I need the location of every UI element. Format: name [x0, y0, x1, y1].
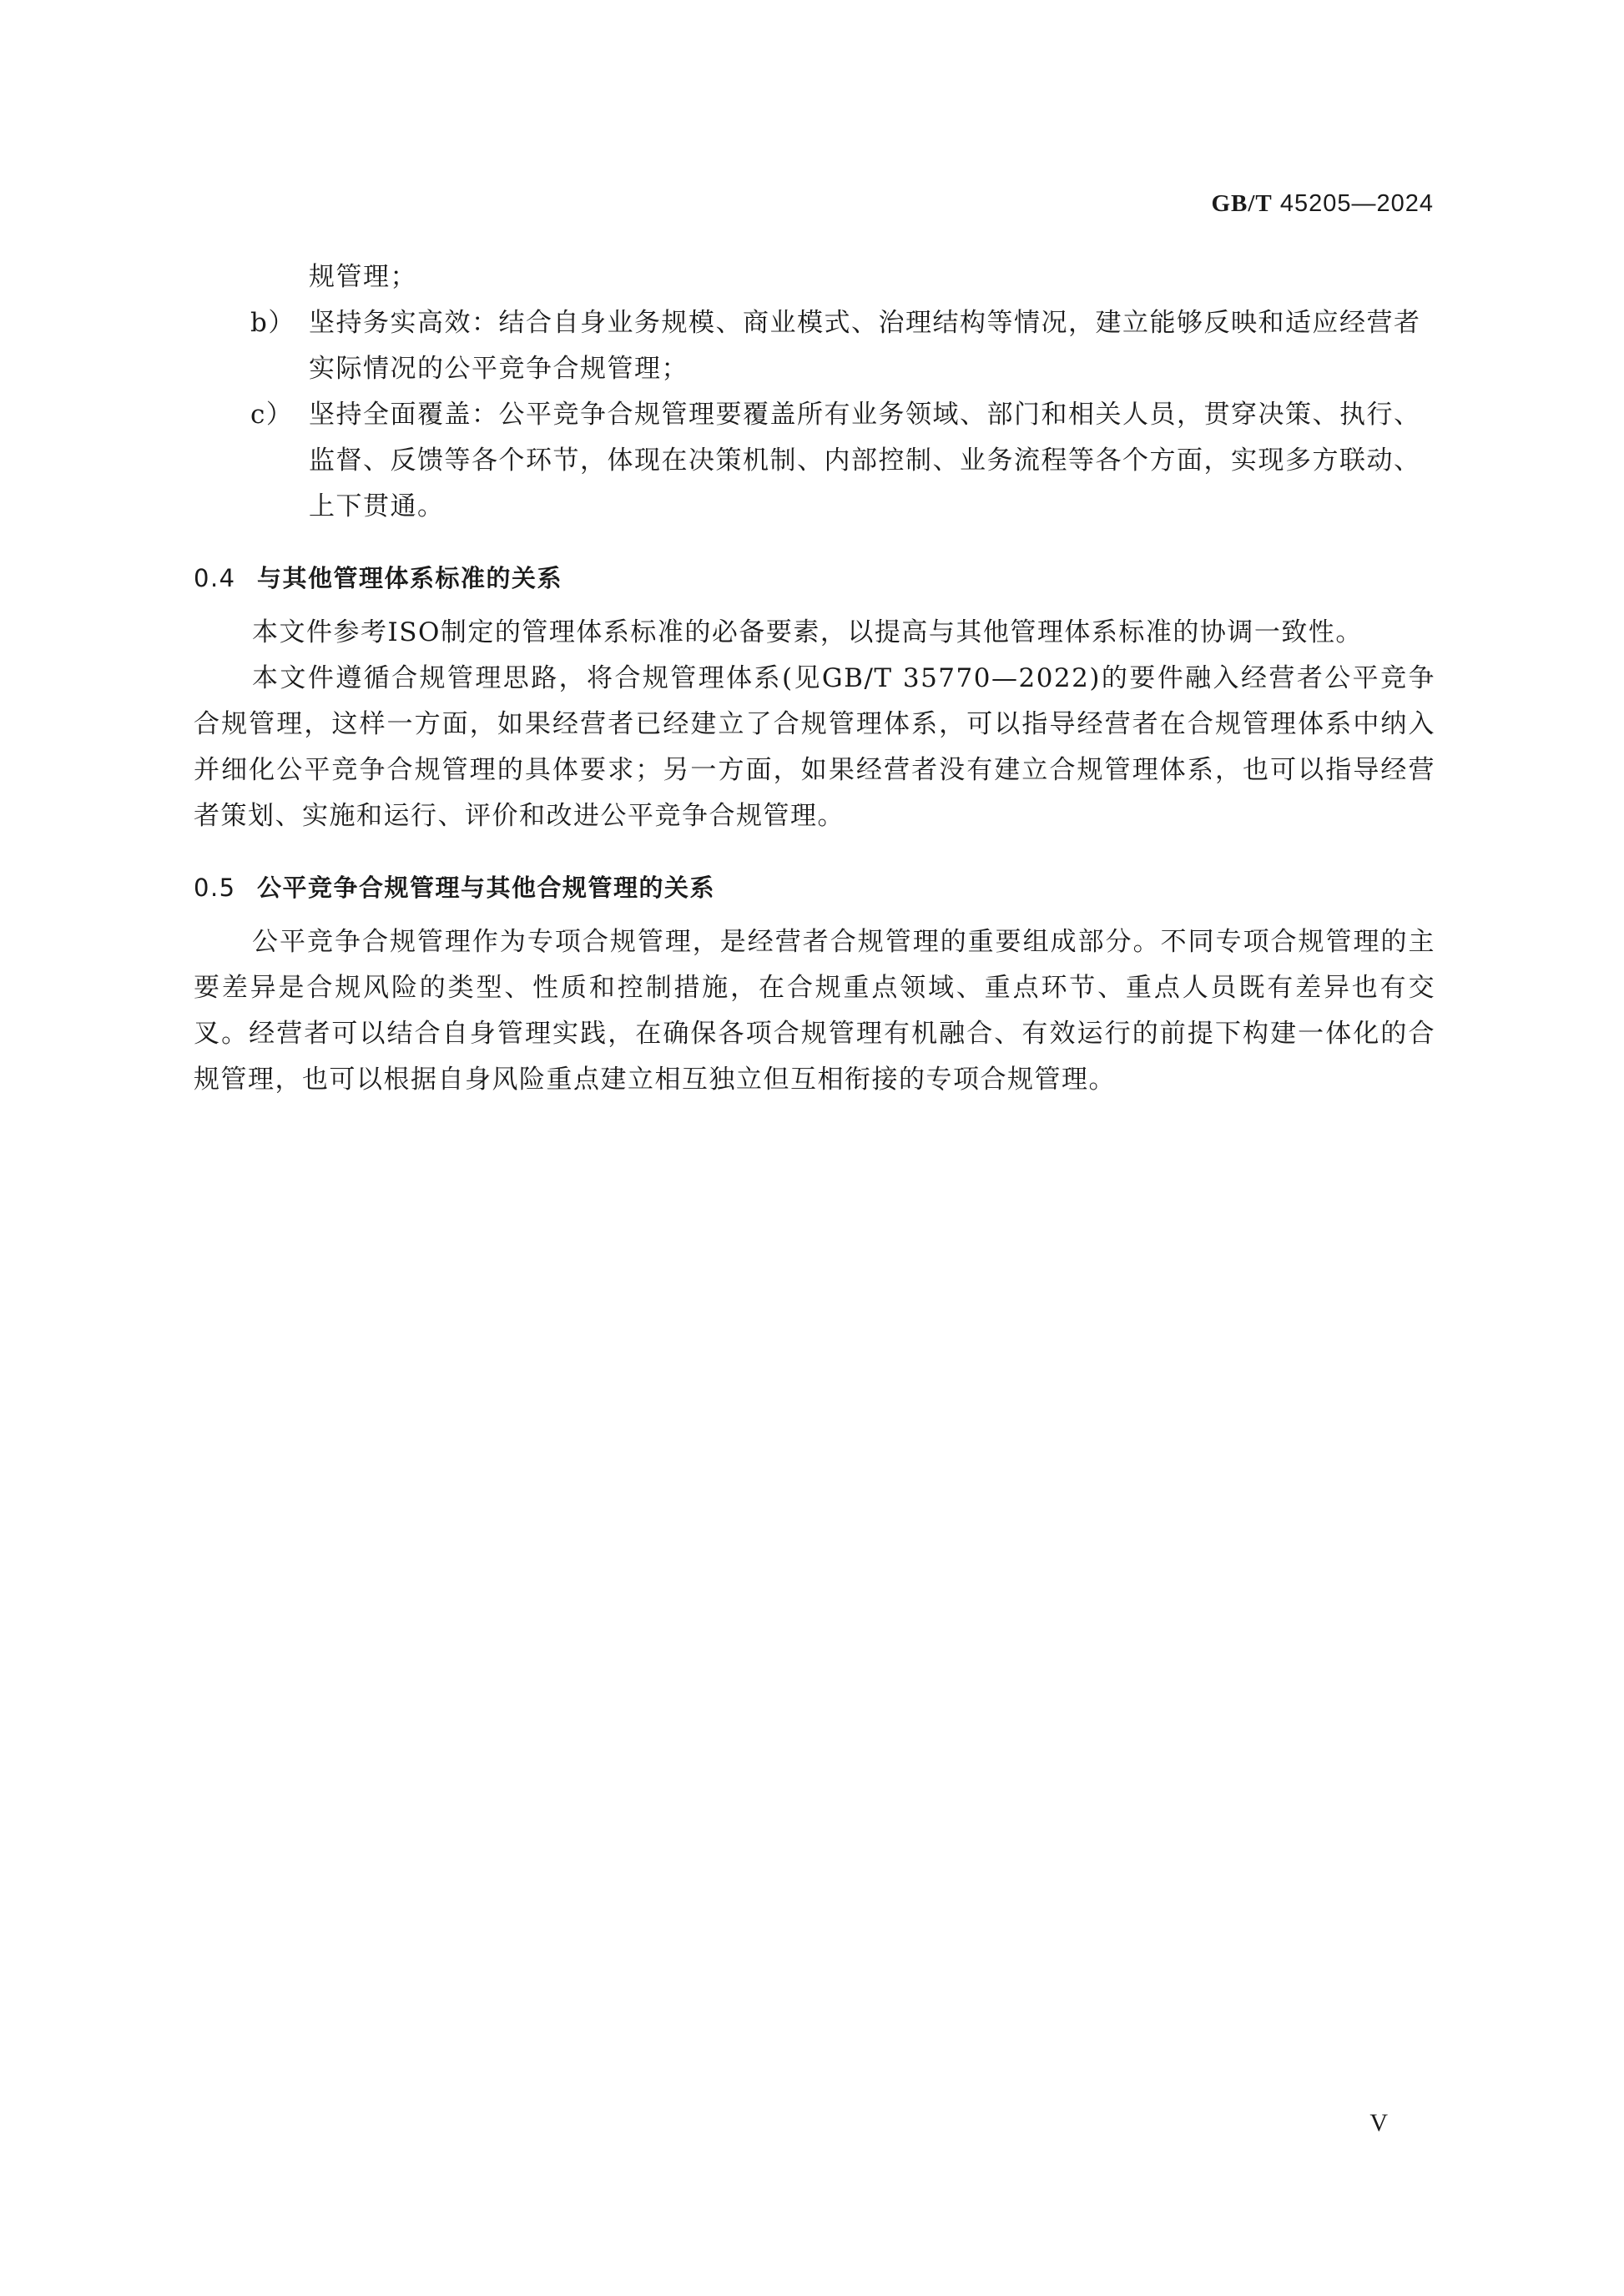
paragraph: 本文件遵循合规管理思路，将合规管理体系(见GB/T 35770—2022)的要件融入经营者公平竞争合规管理，这样一方面，如果经营者已经建立了合规管理体系，可以指导经营者在合规管理体系中纳入并细化公平竞争合规管理的具体要求；另一方面，如果经营者没有建立合规管理体系，也可以指导经营者策划、实施和运行、评价和改进公平竞争合规管理。: [194, 663, 1435, 831]
section-heading-0-5: [194, 871, 1435, 904]
list-marker-b: b）: [250, 308, 295, 338]
standard-number-header: [1211, 190, 1434, 218]
list-text-b: 坚持务实高效：结合自身业务规模、商业模式、治理结构等情况，建立能够反映和适应经营者实际情况的公平竞争合规管理；: [309, 308, 1421, 384]
list-item-a-continuation: 规管理；: [309, 262, 417, 292]
paragraph: 公平竞争合规管理作为专项合规管理，是经营者合规管理的重要组成部分。不同专项合规管理的主要差异是合规风险的类型、性质和控制措施，在合规重点领域、重点环节、重点人员既有差异也有交叉。经营者可以结合自身管理实践，在确保各项合规管理有机融合、有效运行的前提下构建一体化的合规管理，也可以根据自身风险重点建立相互独立但互相衔接的专项合规管理。: [194, 927, 1435, 1095]
section-title: 与其他管理体系标准的关系: [257, 564, 563, 592]
list-marker-c: c）: [250, 400, 294, 430]
list-item-c: [194, 392, 1435, 530]
list-text-c: 坚持全面覆盖：公平竞争合规管理要覆盖所有业务领域、部门和相关人员，贯穿决策、执行、监督、反馈等各个环节，体现在决策机制、内部控制、业务流程等各个方面，实现多方联动、上下贯通。: [309, 400, 1421, 521]
list-item-b: [194, 300, 1435, 392]
page-number: V: [1369, 2109, 1388, 2137]
paragraph: 本文件参考ISO制定的管理体系标准的必备要素，以提高与其他管理体系标准的协调一致性。: [252, 617, 1363, 647]
section-number: 0.4: [194, 564, 236, 592]
standard-number: 45205—2024: [1279, 190, 1434, 217]
document-body: [194, 254, 1435, 1103]
section-title: 公平竞争合规管理与其他合规管理的关系: [257, 874, 716, 902]
section-number: 0.5: [194, 874, 236, 902]
section-heading-0-4: [194, 561, 1435, 595]
standard-prefix: GB/T: [1211, 190, 1273, 217]
